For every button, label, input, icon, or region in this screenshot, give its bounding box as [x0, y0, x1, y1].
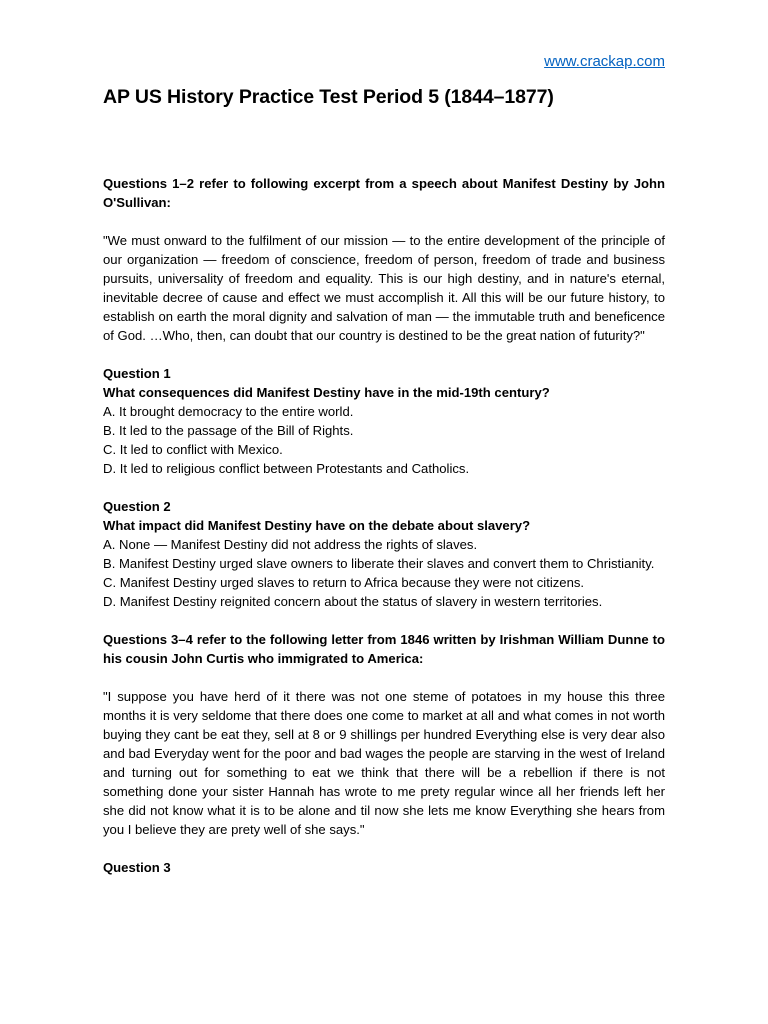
passage-2-text: "I suppose you have herd of it there was not one steme of potatoes in my house this three months it is very seldome that there does one come to market at all and what comes in not worth buying they cant be eat they, sell at 8 or 9 shillings per hundred Everything else is very dear also and bad Everyday went for the poor and bad wages the people are starving in the west of Ireland and turning out for something to eat we think that there will be a rebellion if there is not something done your sister Hannah has wrote to me prety regular wince all her friends left her she did not know what it is to be alone and til now she lets me know Everything she hears from you I believe they are prety well of she says." — [103, 689, 665, 837]
question-1-prompt: What consequences did Manifest Destiny have in the mid-19th century? — [103, 385, 550, 400]
question-2-label: Question 2 — [103, 499, 171, 514]
question-1-block — [103, 364, 665, 478]
passage-1-text: "We must onward to the fulfilment of our mission — to the entire development of the principle of our organization — freedom of conscience, freedom of person, freedom of trade and business pursuits, universality of freedom and equality. This is our high destiny, and in nature's eternal, inevitable decree of cause and effect we must accomplish it. All this will be our future history, to establish on earth the moral dignity and salvation of man — the immutable truth and beneficence of God. …Who, then, can doubt that our country is destined to be the great nation of futurity?" — [103, 233, 665, 343]
question-2-option-c: C. Manifest Destiny urged slaves to return to Africa because they were not citizens. — [103, 575, 585, 590]
question-2-option-a: A. None — Manifest Destiny did not address the rights of slaves. — [103, 537, 478, 552]
question-2-block — [103, 497, 665, 611]
passage-2-intro: Questions 3–4 refer to the following letter from 1846 written by Irishman William Dunne to his cousin John Curtis who immigrated to America: — [103, 632, 665, 666]
site-link[interactable]: www.crackap.com — [544, 53, 665, 70]
question-2-prompt: What impact did Manifest Destiny have on the debate about slavery? — [103, 518, 531, 533]
question-1-option-d: D. It led to religious conflict between Protestants and Catholics. — [103, 461, 470, 476]
question-1-label: Question 1 — [103, 366, 171, 381]
question-1-option-b: B. It led to the passage of the Bill of Rights. — [103, 423, 354, 438]
passage-1-intro: Questions 1–2 refer to following excerpt from a speech about Manifest Destiny by John O'Sullivan: — [103, 176, 665, 210]
question-1-option-c: C. It led to conflict with Mexico. — [103, 442, 283, 457]
page-title: AP US History Practice Test Period 5 (1844–1877) — [103, 86, 554, 108]
question-2-option-d: D. Manifest Destiny reignited concern about the status of slavery in western territories. — [103, 594, 603, 609]
document-body — [103, 174, 665, 877]
question-3-label: Question 3 — [103, 860, 171, 875]
question-2-option-b: B. Manifest Destiny urged slave owners to liberate their slaves and convert them to Christianity. — [103, 556, 655, 571]
question-1-option-a: A. It brought democracy to the entire world. — [103, 404, 354, 419]
